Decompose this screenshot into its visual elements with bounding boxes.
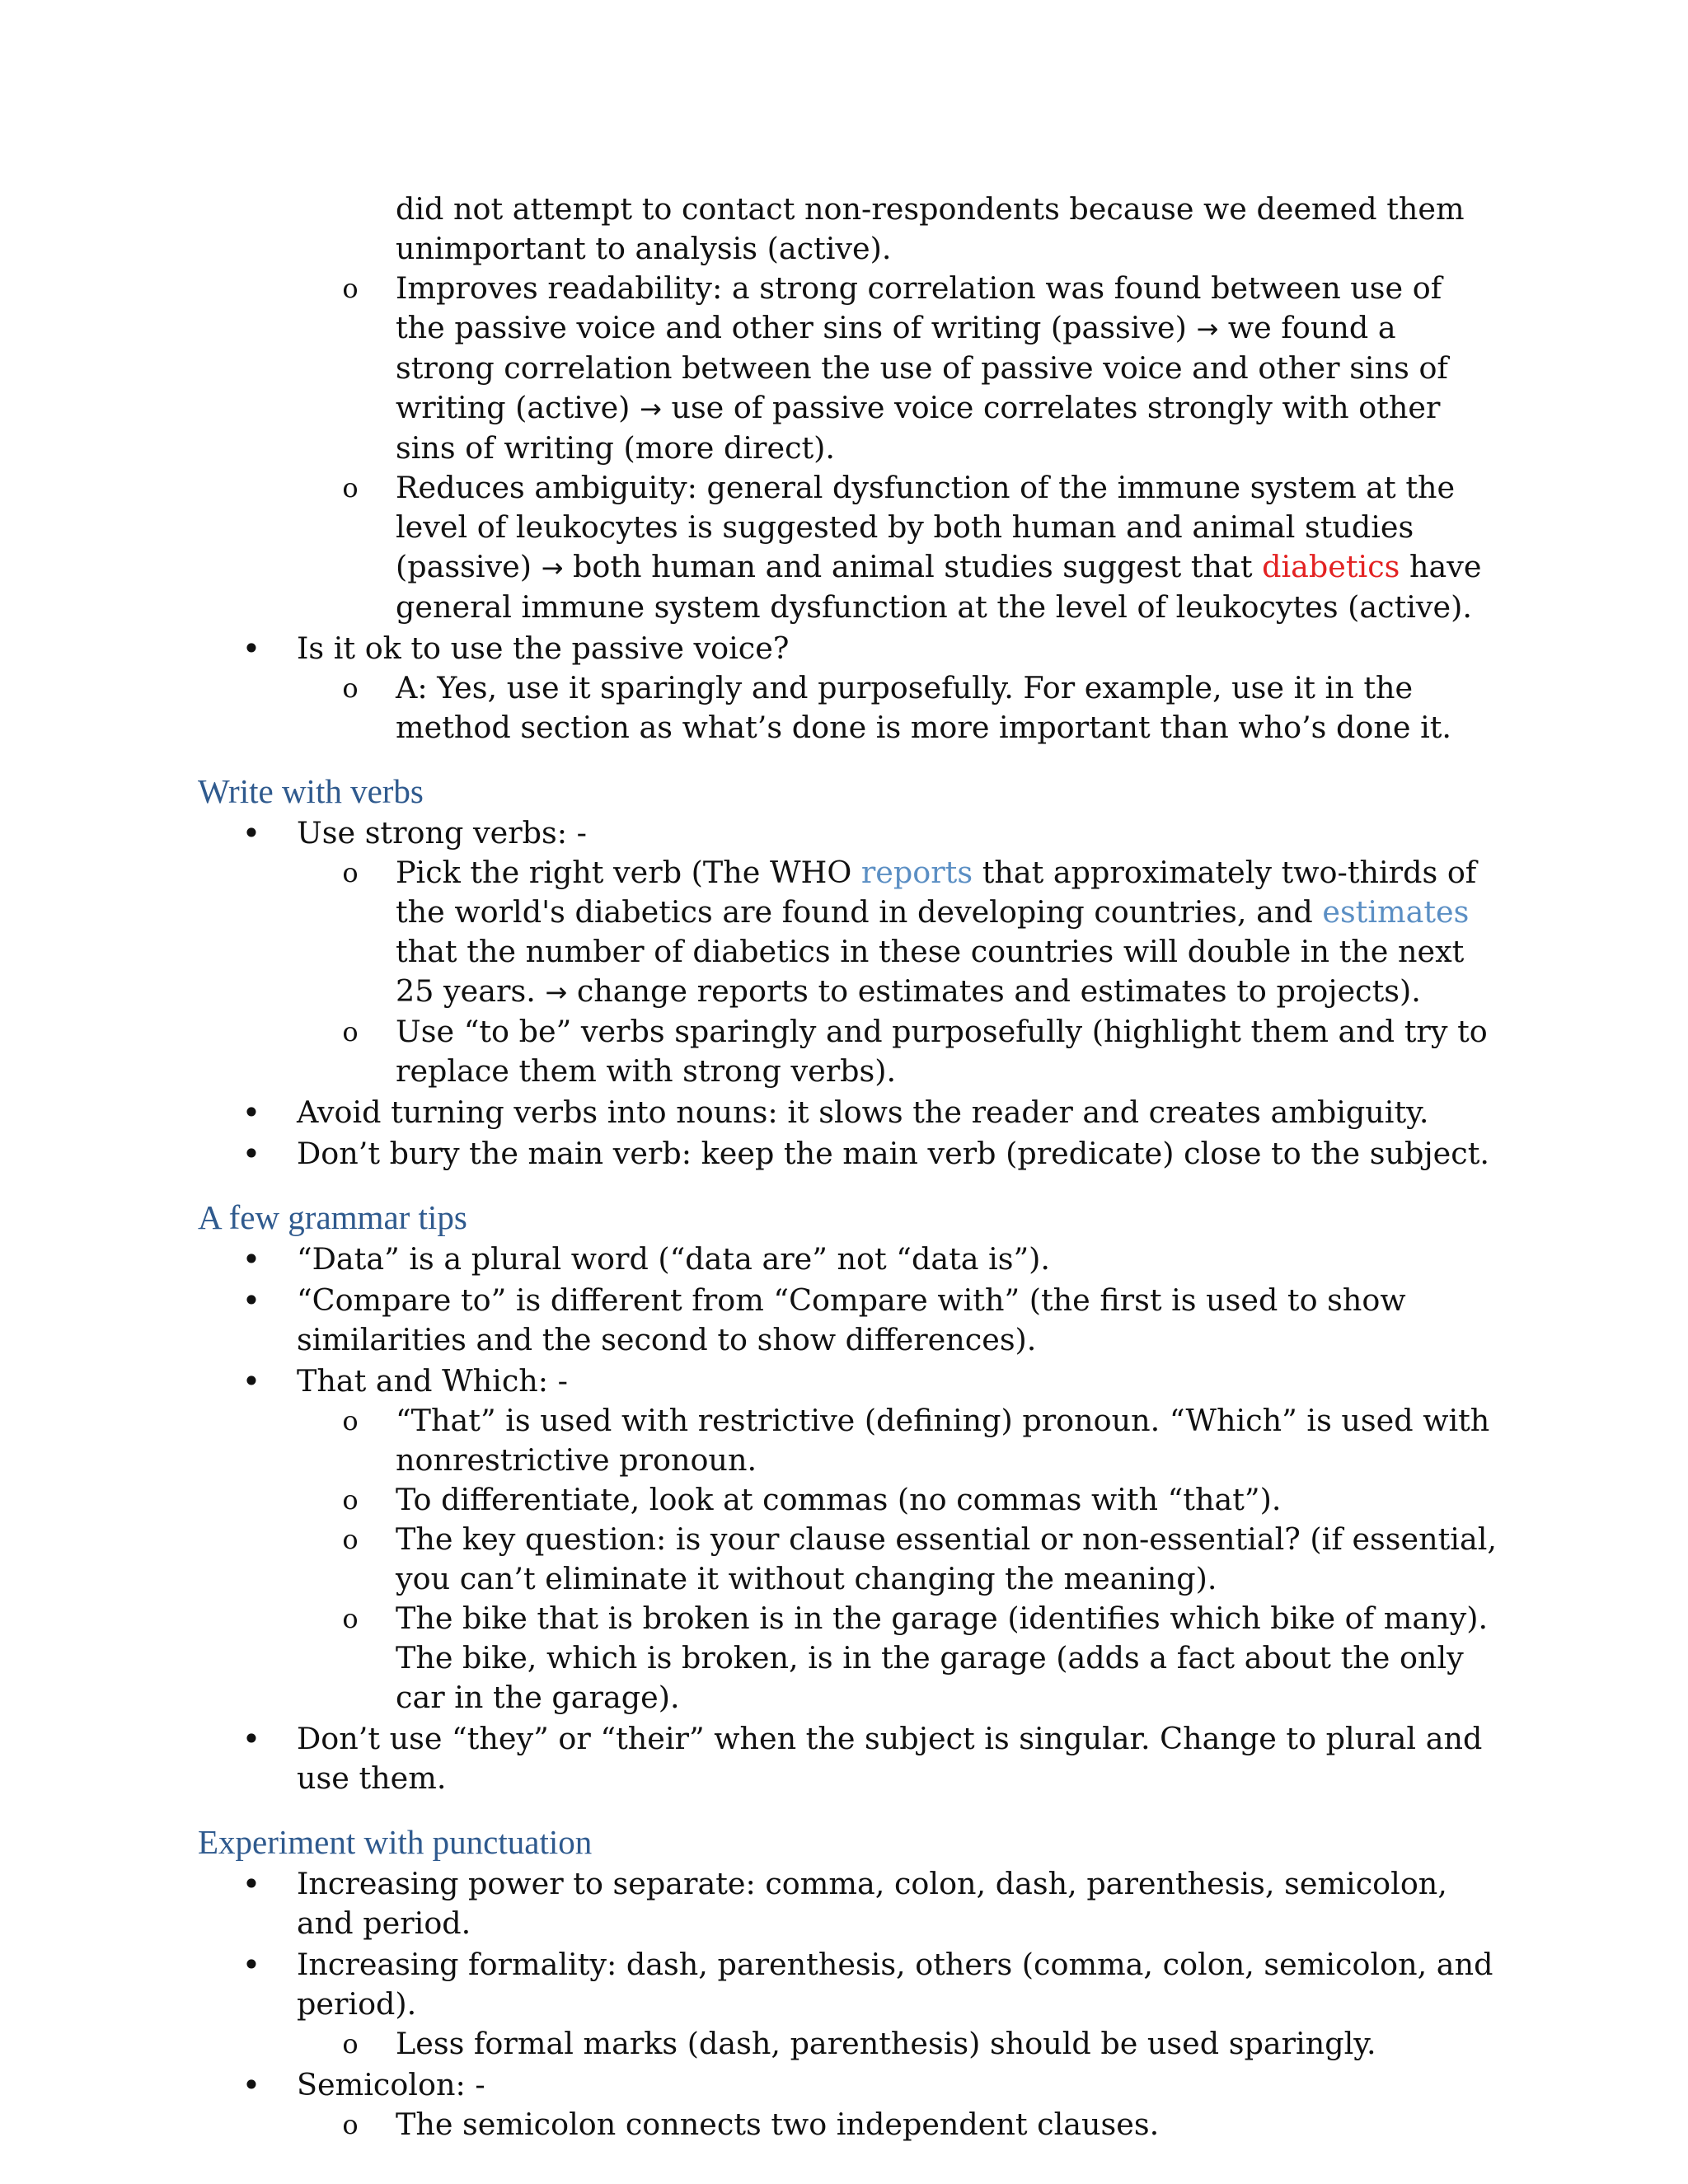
readability-text: Improves readability: a strong correlation was found between use of the passive voice and other sins of writing (passive) → we found a strong correlation between the use of passive voice and other sins of writing (active) → use of passive voice correlates strongly with other sins of writing (more direct).: [396, 270, 1448, 466]
list-item: [198, 1134, 1500, 1174]
ambiguity-text: Reduces ambiguity: general dysfunction of the immune system at the level of leukocytes is suggested by both human and animal studies (passive) → both human and animal studies suggest that diabetics have general immune system dysfunction at the level of leukocytes (active).: [396, 470, 1482, 625]
arrow-right-icon: →: [545, 977, 568, 1008]
bullet-icon: •: [241, 1947, 261, 1983]
list-item: [198, 269, 1500, 468]
hollow-bullet-icon: o: [342, 1405, 359, 1436]
list-item: [198, 1719, 1500, 1798]
list-item: [198, 1520, 1500, 1599]
list-item: [198, 2105, 1500, 2144]
section-heading-verbs: Write with verbs: [198, 772, 424, 810]
arrow-right-icon: →: [640, 393, 662, 424]
passive-answer: A: Yes, use it sparingly and purposefully. For example, use it in the method section as what’s done is more important than who’s done it.: [396, 670, 1452, 745]
list-item: [198, 668, 1500, 748]
highlighted-word: estimates: [1322, 894, 1470, 930]
hollow-bullet-icon: o: [342, 273, 359, 304]
section-heading-grammar: A few grammar tips: [198, 1198, 467, 1236]
hollow-bullet-icon: o: [342, 472, 359, 504]
compare-text: “Compare to” is different from “Compare with” (the first is used to show similarities and the second to show differences).: [297, 1282, 1406, 1357]
bullet-icon: •: [241, 1241, 261, 1277]
list-item: [198, 1480, 1500, 1520]
highlighted-word: reports: [860, 855, 973, 890]
that-which-label: That and Which: -: [297, 1363, 568, 1399]
to-be-verbs-text: Use “to be” verbs sparingly and purposefully (highlight them and try to replace them with strong verbs).: [396, 1014, 1488, 1089]
arrow-right-icon: →: [1196, 313, 1219, 344]
list-item: [198, 468, 1500, 627]
section-heading-punctuation: Experiment with punctuation: [198, 1823, 593, 1861]
strong-verbs-label: Use strong verbs: -: [297, 815, 587, 851]
bullet-icon: •: [241, 1363, 261, 1399]
semicolon-label: Semicolon: -: [297, 2067, 485, 2102]
bullet-icon: •: [241, 1094, 261, 1131]
list-item: [198, 1093, 1500, 1132]
highlighted-word: diabetics: [1262, 549, 1400, 584]
verbs-nouns-text: Avoid turning verbs into nouns: it slows the reader and creates ambiguity.: [297, 1094, 1429, 1130]
list-item: [198, 1012, 1500, 1091]
list-item: [198, 2065, 1500, 2105]
list-item: [198, 1599, 1500, 1718]
main-verb-text: Don’t bury the main verb: keep the main verb (predicate) close to the subject.: [297, 1136, 1489, 1171]
bullet-icon: •: [241, 1866, 261, 1902]
bullet-icon: •: [241, 815, 261, 851]
separate-power-text: Increasing power to separate: comma, colon, dash, parenthesis, semicolon, and period.: [297, 1866, 1447, 1941]
bullet-icon: •: [241, 2067, 261, 2103]
list-item: [198, 1401, 1500, 1480]
hollow-bullet-icon: o: [342, 2028, 359, 2060]
semicolon-sub-text: The semicolon connects two independent clauses.: [396, 2107, 1160, 2142]
list-item: [198, 813, 1500, 853]
list-item: [198, 1864, 1500, 1943]
continuation-paragraph: did not attempt to contact non-respondents because we deemed them unimportant to analysis (active).: [396, 191, 1465, 266]
data-plural-text: “Data” is a plural word (“data are” not “data is”).: [297, 1241, 1051, 1277]
bullet-icon: •: [241, 1721, 261, 1757]
that-which-text: The key question: is your clause essential or non-essential? (if essential, you can’t eliminate it without changing the meaning).: [396, 1521, 1497, 1596]
hollow-bullet-icon: o: [342, 1484, 359, 1516]
list-item: [198, 629, 1500, 668]
list-item: [198, 2024, 1500, 2064]
formality-sub-text: Less formal marks (dash, parenthesis) should be used sparingly.: [396, 2026, 1376, 2061]
document-page: [198, 190, 1500, 2144]
hollow-bullet-icon: o: [342, 1603, 359, 1634]
hollow-bullet-icon: o: [342, 857, 359, 888]
that-which-text: “That” is used with restrictive (defining) pronoun. “Which” is used with nonrestrictive pronoun.: [396, 1403, 1490, 1478]
they-their-text: Don’t use “they” or “their” when the subject is singular. Change to plural and use them.: [297, 1721, 1483, 1796]
formality-text: Increasing formality: dash, parenthesis, others (comma, colon, semicolon, and period).: [297, 1947, 1493, 2022]
hollow-bullet-icon: o: [342, 1016, 359, 1047]
that-which-text: The bike that is broken is in the garage (identifies which bike of many). The bike, which is broken, is in the garage (adds a fact about the only car in the garage).: [396, 1601, 1489, 1715]
hollow-bullet-icon: o: [342, 673, 359, 704]
list-item: [198, 1281, 1500, 1360]
right-verb-text: Pick the right verb (The WHO reports that approximately two-thirds of the world's diabetics are found in developing countries, and estimates that the number of diabetics in these countries will double in the next 25 years. → change reports to estimates and estimates to projects).: [396, 855, 1477, 1009]
list-item: [198, 853, 1500, 1012]
bullet-icon: •: [241, 1136, 261, 1172]
hollow-bullet-icon: o: [342, 2109, 359, 2140]
that-which-text: To differentiate, look at commas (no commas with “that”).: [396, 1482, 1282, 1517]
list-item: [198, 1945, 1500, 2024]
passive-question: Is it ok to use the passive voice?: [297, 630, 790, 666]
arrow-right-icon: →: [541, 552, 564, 583]
list-item: [198, 1240, 1500, 1279]
hollow-bullet-icon: o: [342, 1524, 359, 1555]
bullet-icon: •: [241, 1282, 261, 1319]
list-item: [198, 1361, 1500, 1401]
bullet-icon: •: [241, 630, 261, 667]
